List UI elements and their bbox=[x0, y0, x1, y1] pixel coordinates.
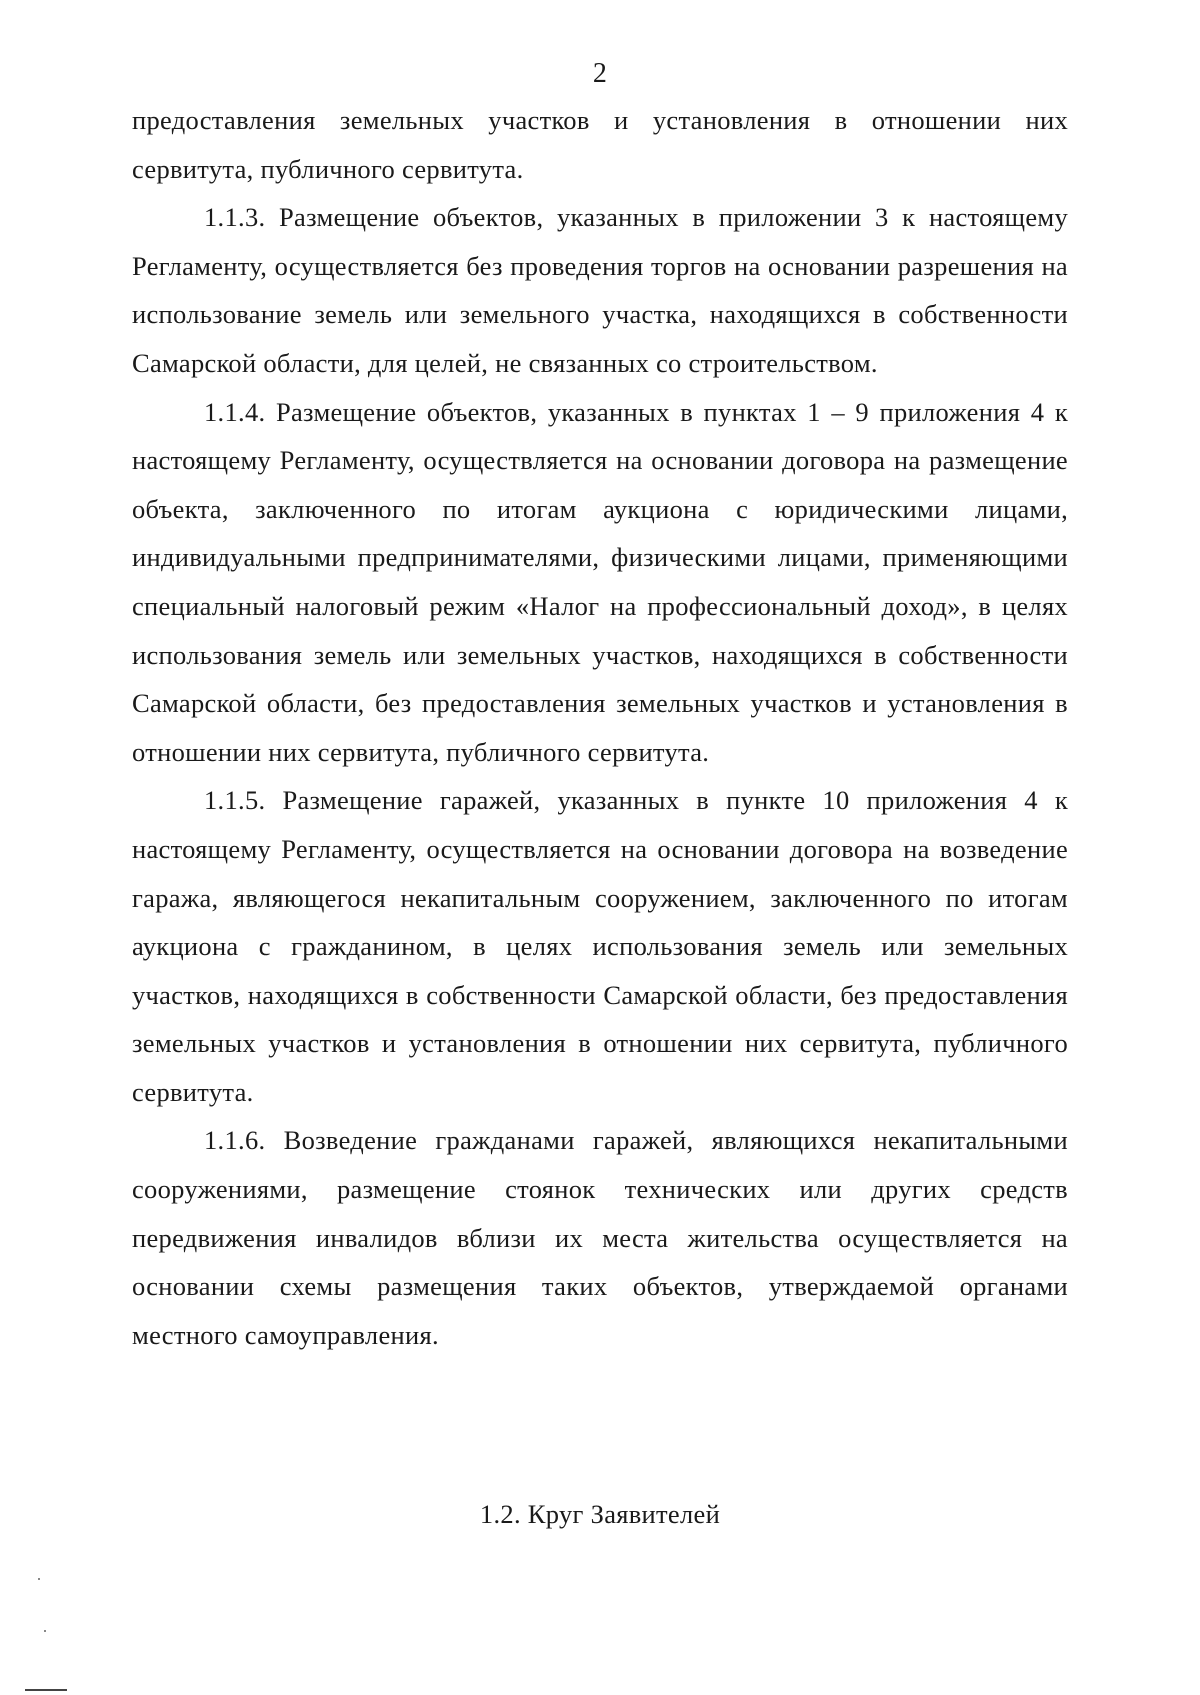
margin-mark bbox=[25, 1689, 67, 1691]
section-heading: 1.2. Круг Заявителей bbox=[479, 1499, 721, 1529]
paragraph-1-1-6: 1.1.6. Возведение гражданами гаражей, являющихся некапитальными сооружениями, размещение стоянок технических или других средств передвижения инвалидов вблизи их места жительства осуществляется на основании схемы размещения таких объектов, утверждаемой органами местного самоуправления. bbox=[132, 1125, 1068, 1350]
scan-speck bbox=[38, 1578, 40, 1580]
page-number: 2 bbox=[592, 58, 608, 89]
paragraph-1-1-4: 1.1.4. Размещение объектов, указанных в пунктах 1 – 9 приложения 4 к настоящему Регламенту, осуществляется на основании договора на размещение объекта, заключенного по итогам аукциона с юридическими лицами, индивидуальными предпринимателями, физическими лицами, применяющими специальный налоговый режим «Налог на профессиональный доход», в целях использования земель или земельных участков, находящихся в собственности Самарской области, без предоставления земельных участков и установления в отношении них сервитута, публичного сервитута. bbox=[132, 396, 1068, 767]
paragraph-continuation: предоставления земельных участков и установления в отношении них сервитута, публичного сервитута. bbox=[132, 105, 1068, 184]
document-body bbox=[132, 96, 1068, 1359]
paragraph-1-1-3: 1.1.3. Размещение объектов, указанных в приложении 3 к настоящему Регламенту, осуществляется без проведения торгов на основании разрешения на использование земель или земельного участка, находящихся в собственности Самарской области, для целей, не связанных со строительством. bbox=[132, 202, 1068, 378]
scan-speck bbox=[44, 1630, 46, 1632]
paragraph-1-1-5: 1.1.5. Размещение гаражей, указанных в пункте 10 приложения 4 к настоящему Регламенту, осуществляется на основании договора на возведение гаража, являющегося некапитальным сооружением, заключенного по итогам аукциона с гражданином, в целях использования земель или земельных участков, находящихся в собственности Самарской области, без предоставления земельных участков и установления в отношении них сервитута, публичного сервитута. bbox=[132, 785, 1068, 1107]
